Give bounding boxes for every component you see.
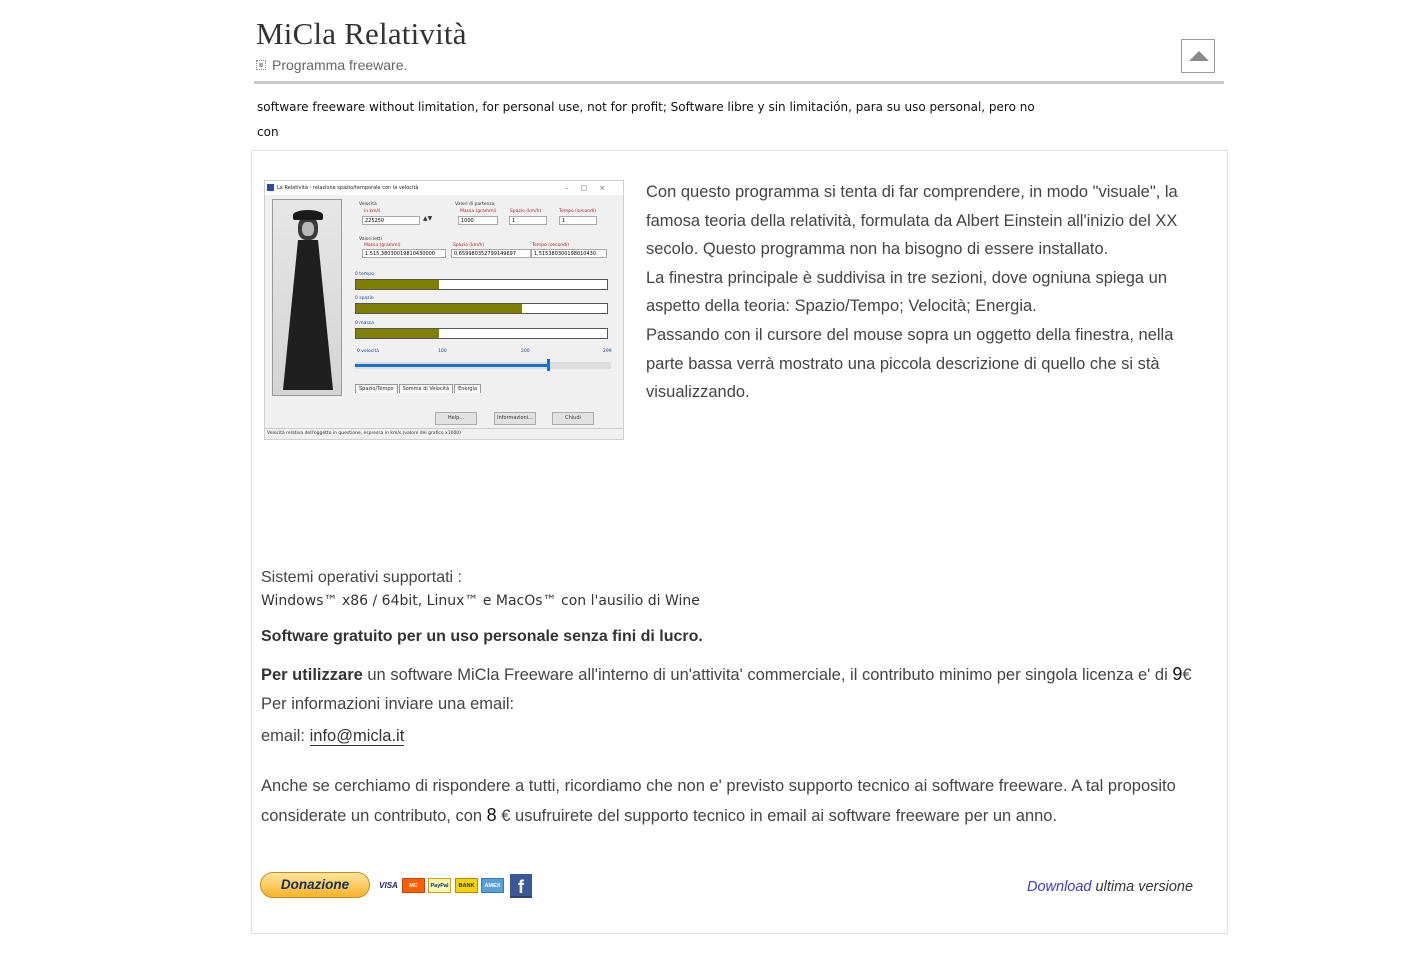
bar-mass-label: 0 massa [355,321,374,326]
amex-card-icon: AMEX [481,878,504,893]
app-icon [267,184,274,191]
bar-time [355,279,608,290]
visa-card-icon: VISA [377,878,400,893]
mass-label: Massa (grammi) [460,209,497,214]
einstein-photo [272,199,342,396]
description [646,178,1206,407]
app-help-button: Help... [435,412,477,425]
mass-field: 1000 [458,216,498,225]
dotted-square-icon [256,60,266,70]
app-tab: Spazio/Tempo [355,384,398,393]
app-status-bar: Velocità relativa dell'oggetto in questione, espressa in km/s (valore del grafico x1000) [265,428,624,439]
support-text-1: Anche se cerchiamo di rispondere a tutti, ricordiamo che non e' previsto supporto tecnico ai software freeware. A tal proposito considerate un contributo, con [261,777,1176,825]
app-titlebar [265,181,623,195]
page-subtitle [256,57,407,73]
intro-line-1: software freeware without limitation, for personal use, not for profit; Software libre y sin limitación, para su uso personal, pero no con [257,100,1035,139]
description-paragraph: La finestra principale è suddivisa in tre sezioni, dove ogniuna spiega un aspetto della teoria: Spazio/Tempo; Velocità; Energia. [646,268,1167,316]
app-screenshot [264,180,624,440]
velocity-slider-fill [355,364,547,367]
free-note: Software gratuito per un uso personale senza fini di lucro. [261,628,703,645]
result-label: Valori letti [359,237,382,242]
bar-mass [355,328,608,339]
facebook-icon[interactable]: f [510,874,532,898]
time-label: Tempo (secondi) [559,209,596,214]
commercial-text: un software MiCla Freeware all'interno di un'attivita' commerciale, il contributo minimo per singola licenza e' di [362,666,1173,684]
scroll-to-top-button[interactable] [1181,39,1215,73]
email-prompt: Per informazioni inviare una email: [261,695,515,713]
velocity-unit: in km/s [364,209,381,214]
header-divider [254,81,1224,84]
support-note [261,772,1211,831]
description-paragraph: Passando con il cursore del mouse sopra un oggetto della finestra, nella parte bassa verrà mostrato una piccola descrizione di quello che si stà visualizzando. [646,325,1174,402]
bar-time-label: 0 tempo [355,272,374,277]
support-text-2: € usufruirete del supporto tecnico in email ai software freeware per un anno. [496,807,1058,825]
app-tab: Energia [454,384,481,393]
result-time-field: 1,515380300198010430 [531,249,607,258]
email-link[interactable]: info@micla.it [309,727,405,745]
commercial-use-note [261,660,1221,719]
app-tab: Somma di Velocità [399,384,454,393]
bank-card-icon: BANK [455,878,478,893]
os-label: Sistemi operativi supportati : [261,569,462,586]
result-space-label: Spazio (km/h) [453,243,485,248]
slider-tick-max: 299 [603,349,612,354]
result-mass-field: 1.515,38030019810430000 [362,249,446,258]
velocity-field: 225250 [362,216,420,225]
slider-tick-100: 100 [438,349,447,354]
result-space-field: 0,659980352799149697 [451,249,531,258]
commercial-amount: 9 [1172,664,1183,684]
start-values-label: Valori di partenza [455,202,495,207]
velocity-label: Velocità [359,202,377,207]
paypal-card-icon: PayPal [428,878,451,893]
slider-label: 0 velocità [357,349,379,354]
download-line [1027,879,1193,895]
subtitle-text: Programma freeware. [272,57,408,73]
result-mass-label: Massa (grammi) [364,243,401,248]
time-field: 1 [559,216,597,225]
result-time-label: Tempo (secondi) [532,243,569,248]
page-title: MiCla Relatività [256,16,467,51]
slider-tick-200: 200 [521,349,530,354]
commercial-bold: Per utilizzare [261,666,363,684]
velocity-slider-thumb [547,359,550,371]
support-amount: 8 [486,805,497,825]
app-close-button: Chiudi [552,412,594,425]
mastercard-icon: MC [402,878,425,893]
spinner-icon: ▲▼ [423,215,433,222]
app-info-button: Informazioni... [494,412,536,425]
bar-space [355,303,608,314]
commercial-currency: € [1182,666,1192,684]
download-link[interactable]: Download [1027,879,1092,895]
bar-space-label: 0 spazio [355,296,374,301]
email-label: email: [261,727,310,745]
download-suffix: ultima versione [1091,879,1194,895]
space-label: Spazio (km/h) [510,209,542,214]
os-values: Windows™ x86 / 64bit, Linux™ e MacOs™ con l'ausilio di Wine [261,593,700,609]
description-paragraph: Con questo programma si tenta di far comprendere, in modo "visuale", la famosa teoria della relatività, formulata da Albert Einstein all'inizio del XX secolo. Questo programma non ha bisogno di essere installato. [646,183,1178,259]
supported-os [261,569,700,609]
email-line [261,727,404,746]
app-tabs [355,384,482,393]
app-window-title: La Relatività - relazione spazio/temporale con la velocità [277,185,419,191]
donate-button[interactable]: Donazione [260,872,370,898]
window-controls-icon: –□× [565,184,617,192]
space-field: 1 [509,216,547,225]
